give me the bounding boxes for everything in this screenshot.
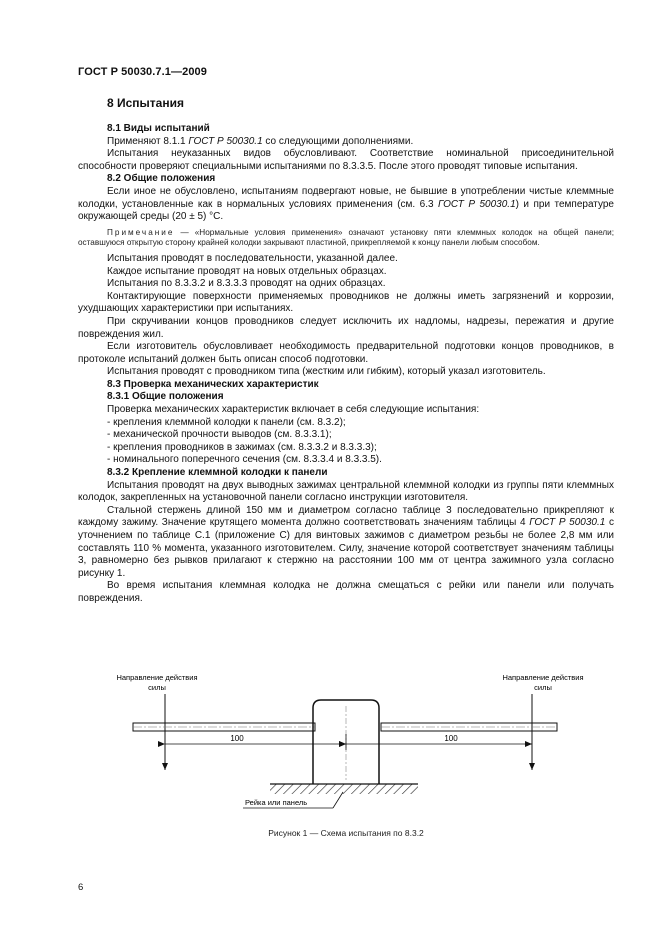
paragraph: Испытания проводят в последовательности, указанной далее.	[107, 252, 398, 264]
list-item: - механической прочности выводов (см. 8.3.3.1);	[107, 429, 332, 441]
paragraph: Если изготовитель обусловливает необходимость предварительной подготовки концов проводников, в протоколе испытаний должен быть описан способ подготовки.	[78, 341, 614, 365]
page-number: 6	[78, 882, 84, 893]
note-text: — «Нормальные условия применения» означают установку пяти клеммных колодок на общей панели; оставшуюся открытую сторону крайней колодки закрывают пластиной, прикрепляемой к концу панели любым способом.	[78, 227, 614, 248]
list-item: - номинального поперечного сечения (см. 8.3.3.4 и 8.3.3.5).	[107, 454, 382, 466]
heading-8-3-2: 8.3.2 Крепление клеммной колодки к панели	[107, 467, 328, 479]
paragraph: Испытания проводят с проводником типа (жестким или гибким), который указал изготовитель.	[107, 366, 546, 378]
dimension-value-right: 100	[444, 734, 458, 743]
paragraph: Каждое испытание проводят на новых отдельных образцах.	[107, 265, 387, 277]
document-header: ГОСТ Р 50030.7.1—2009	[78, 66, 207, 78]
force-label-left: Направление действия	[116, 673, 198, 682]
rail-hatching	[270, 784, 418, 794]
paragraph: Во время испытания клеммная колодка не должна смещаться с рейки или панели или получать повреждения.	[78, 580, 614, 604]
note-label: Примечание	[107, 227, 175, 237]
dimension-value-left: 100	[230, 734, 244, 743]
paragraph: При скручивании концов проводников следует исключить их надломы, надрезы, пережатия и другие повреждения жил.	[78, 315, 614, 340]
paragraph: Испытания по 8.3.3.2 и 8.3.3.3 проводят на одних образцах.	[107, 278, 386, 290]
rail-leader-line	[333, 792, 343, 808]
note	[78, 228, 614, 249]
heading-8-1: 8.1 Виды испытаний	[107, 123, 210, 134]
force-label-left-2: силы	[148, 683, 166, 692]
paragraph: Применяют 8.1.1 ГОСТ Р 50030.1 со следующими дополнениями.	[107, 135, 414, 147]
paragraph: Стальной стержень длиной 150 мм и диаметром согласно таблице 3 последовательно прикрепляют к каждому зажиму. Значение крутящего момента должно соответствовать значениям таблицы 4 ГОСТ Р 50030.1 с уточнением по таблице С.1 (приложение С) для винтовых зажимов с диаметром резьбы не более 2,8 мм или составлять 110 % момента, указанного изготовителем. Силу, значение которой соответствует значениям таблицы 3, равномерно без рывков прилагают к стержню на расстоянии 100 мм от центра зажимного узла согласно рисунку 1.	[78, 504, 614, 579]
list-item: - крепления клеммной колодки к панели (см. 8.3.2);	[107, 416, 346, 428]
section-title: 8 Испытания	[107, 96, 184, 110]
test-diagram	[95, 668, 605, 820]
heading-8-2: 8.2 Общие положения	[107, 173, 216, 185]
standard-reference: ГОСТ Р 50030.1	[438, 198, 516, 210]
paragraph: Контактирующие поверхности применяемых проводников не должны иметь загрязнений и коррозии, ухудшающих характеристики при испытаниях.	[78, 290, 614, 315]
force-label-right: Направление действия	[502, 673, 584, 682]
standard-reference: ГОСТ Р 50030.1	[529, 517, 606, 529]
paragraph: Проверка механических характеристик включает в себя следующие испытания:	[107, 404, 480, 416]
heading-8-3-1: 8.3.1 Общие положения	[107, 391, 224, 403]
figure-caption: Рисунок 1 — Схема испытания по 8.3.2	[268, 828, 424, 838]
paragraph: Испытания неуказанных видов обусловливают. Соответствие номинальной присоединительной способности проверяют специальными испытаниями по 8.3.3.5. После этого проводят типовые испытания.	[78, 148, 614, 172]
paragraph: Если иное не обусловлено, испытаниям подвергают новые, не бывшие в употреблении чистые клеммные колодки, установленные как в нормальных условиях применения (см. 6.3 ГОСТ Р 50030.1) и при температуре окружающей среды (20 ± 5) °С.	[78, 185, 614, 223]
force-label-right-2: силы	[534, 683, 552, 692]
standard-reference: ГОСТ Р 50030.1	[188, 135, 263, 147]
rail-label: Рейка или панель	[245, 798, 308, 807]
list-item: - крепления проводников в зажимах (см. 8.3.3.2 и 8.3.3.3);	[107, 441, 377, 453]
paragraph: Испытания проводят на двух выводных зажимах центральной клеммной колодки из группы пяти клеммных колодок, закрепленных на установочной панели согласно инструкции изготовителя.	[78, 479, 614, 504]
body-text	[78, 123, 614, 606]
heading-8-3: 8.3 Проверка механических характеристик	[107, 378, 319, 390]
